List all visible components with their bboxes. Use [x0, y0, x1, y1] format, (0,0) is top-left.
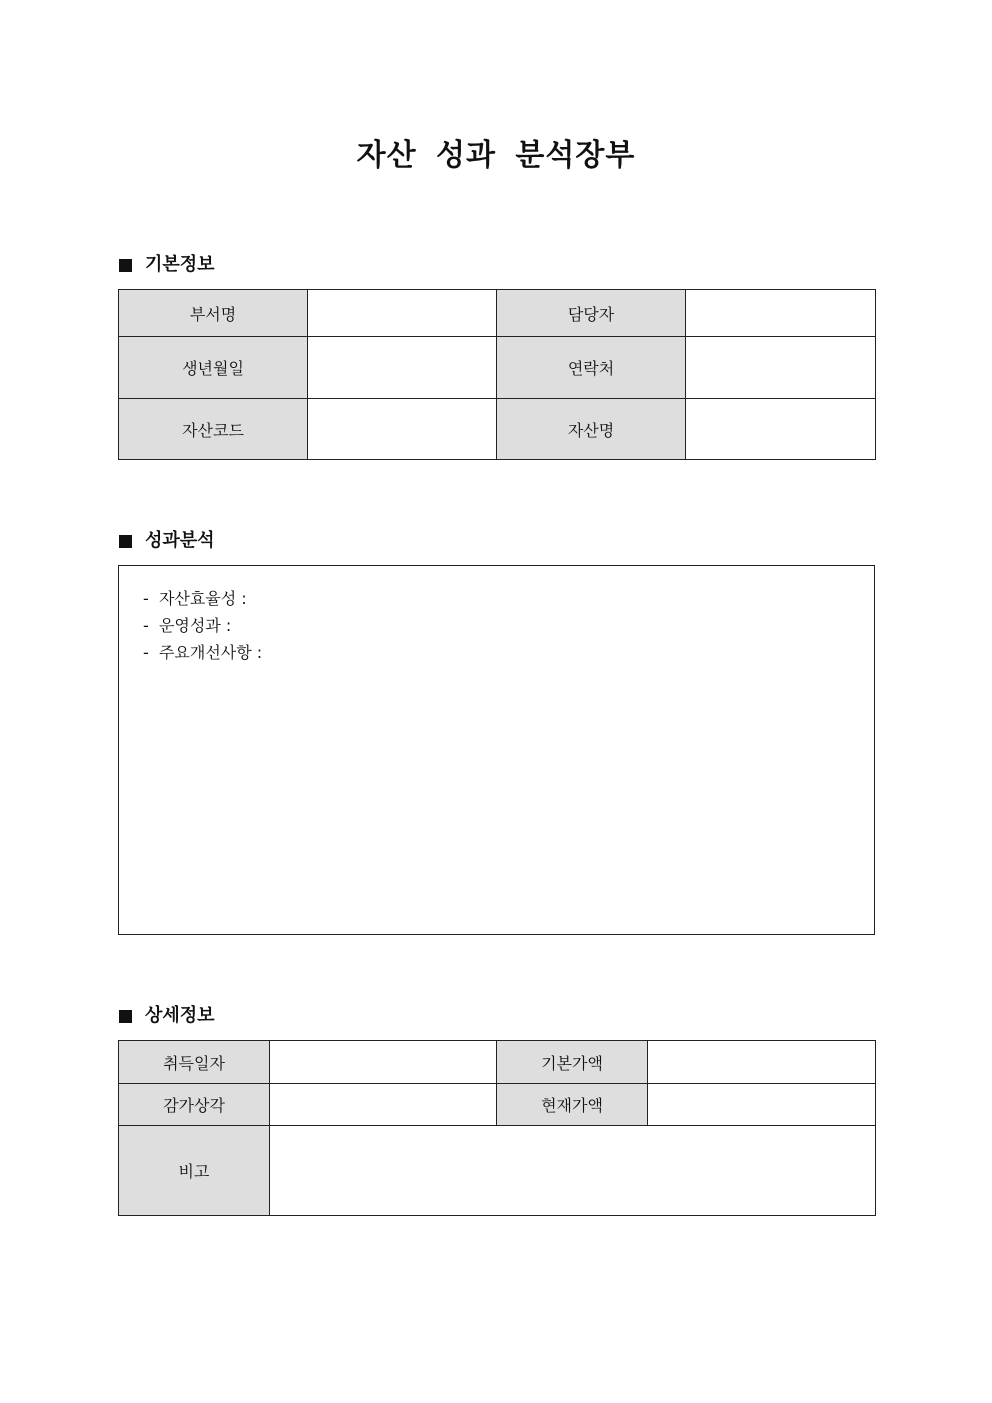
- performance-item-list: [119, 566, 874, 666]
- depreciation-label: 감가상각: [119, 1084, 270, 1126]
- square-bullet-icon: [119, 1010, 132, 1023]
- table-row: [119, 1041, 876, 1084]
- basic-info-table: [118, 289, 876, 460]
- remarks-field[interactable]: [270, 1126, 876, 1216]
- table-row: [119, 399, 876, 460]
- performance-analysis-box[interactable]: [118, 565, 875, 935]
- current-value-label: 현재가액: [497, 1084, 648, 1126]
- manager-field[interactable]: [686, 290, 876, 337]
- base-value-field[interactable]: [648, 1041, 876, 1084]
- section-heading-performance: [119, 529, 215, 553]
- manager-label: 담당자: [497, 290, 686, 337]
- depreciation-field[interactable]: [270, 1084, 497, 1126]
- contact-field[interactable]: [686, 337, 876, 399]
- table-row: [119, 290, 876, 337]
- acquisition-date-label: 취득일자: [119, 1041, 270, 1084]
- table-row: [119, 1126, 876, 1216]
- asset-code-field[interactable]: [308, 399, 497, 460]
- birthdate-label: 생년월일: [119, 337, 308, 399]
- table-row: [119, 337, 876, 399]
- base-value-label: 기본가액: [497, 1041, 648, 1084]
- birthdate-field[interactable]: [308, 337, 497, 399]
- table-row: [119, 1084, 876, 1126]
- section-heading-detail-info: [119, 1004, 215, 1028]
- dept-name-field[interactable]: [308, 290, 497, 337]
- document-title: 자산 성과 분석장부: [356, 138, 636, 173]
- detail-info-table: [118, 1040, 876, 1216]
- section-heading-basic-info: [119, 253, 215, 277]
- list-item-operating-performance: - 운영성과 :: [143, 616, 232, 635]
- section-heading-label: 상세정보: [145, 1005, 215, 1026]
- section-heading-label: 기본정보: [145, 254, 215, 275]
- asset-name-field[interactable]: [686, 399, 876, 460]
- section-heading-label: 성과분석: [145, 530, 215, 551]
- list-item-asset-efficiency: - 자산효율성 :: [143, 589, 247, 608]
- asset-name-label: 자산명: [497, 399, 686, 460]
- acquisition-date-field[interactable]: [270, 1041, 497, 1084]
- list-item-key-improvements: - 주요개선사항 :: [143, 643, 263, 662]
- square-bullet-icon: [119, 259, 132, 272]
- contact-label: 연락처: [497, 337, 686, 399]
- asset-code-label: 자산코드: [119, 399, 308, 460]
- current-value-field[interactable]: [648, 1084, 876, 1126]
- remarks-label: 비고: [119, 1126, 270, 1216]
- square-bullet-icon: [119, 535, 132, 548]
- dept-name-label: 부서명: [119, 290, 308, 337]
